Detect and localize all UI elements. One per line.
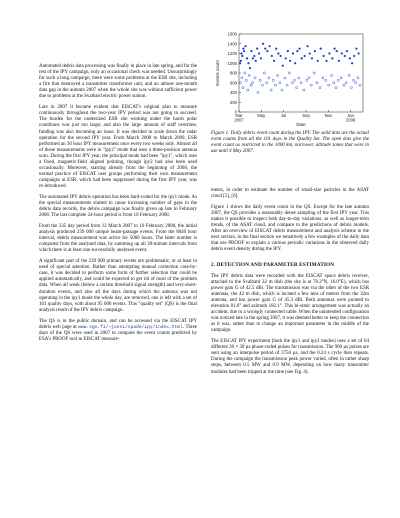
qs-event-point	[287, 50, 289, 52]
y-tick-label: 800	[230, 70, 237, 76]
altitude-zone-event-point	[303, 89, 305, 91]
qs-event-point	[298, 48, 300, 50]
altitude-zone-event-point	[308, 77, 310, 79]
altitude-zone-event-point	[350, 87, 352, 89]
caption-text: Daily debris event count during the IPY. The solid dots are the actual event counts from all the 101 days in the Quality Set. The open dots give the event count as restricted to the 1000 km, narrower, altitude zones that were in use until 4 May 2007.	[211, 131, 369, 155]
altitude-zone-event-point	[335, 87, 337, 89]
qs-event-point	[358, 52, 360, 54]
y-tick-label: 1200	[227, 51, 237, 56]
paragraph-with-link	[39, 319, 197, 343]
qs-event-point	[325, 60, 327, 62]
qs-event-point	[262, 43, 264, 45]
qs-event-point	[306, 45, 308, 47]
altitude-zone-event-point	[340, 77, 342, 79]
qs-event-point	[275, 48, 277, 50]
altitude-zone-event-point	[343, 84, 345, 86]
qs-event-point	[309, 52, 311, 54]
altitude-zone-event-point	[274, 84, 276, 86]
paragraph: Late in 2007 it became evident that EISCAT's original plan to measure continuously throughout the two-year IPY period was not going to succeed. The burden for the undersized ESR site working under the harsh polar conditions was just too large; and also the large amount of staff overtime, funding was also becoming an issue. It was decided to scale down the radar operation for the second IPY year. From March 2008 to March 2009, ESR performed an 30 hour IPY measurement once every two weeks only. Almost all of those measurements were in "ipy2" mode that uses a three-position antenna scan. During the first IPY year, the principal mode had been "ipy1", which uses a fixed, magnetic-field aligned pointing, though ipy2 had also been used occasionally. Moreover, starting already from the beginning of 2008, the normal practice of EISCAT user groups performing their own measurement campaigns at ESR, which had been suppressed during the first IPY year, was re-introduced.	[39, 105, 197, 190]
qs-event-point	[252, 57, 254, 59]
ipy-debris-web-link[interactable]: www.sgo.fi/~jussi/spade/ipy/index.html	[78, 324, 183, 330]
qs-event-point	[253, 55, 255, 57]
altitude-zone-event-point	[348, 74, 350, 76]
qs-event-point	[296, 50, 298, 52]
altitude-zone-event-point	[337, 79, 339, 81]
qs-event-point	[344, 55, 346, 57]
qs-event-point	[338, 60, 340, 62]
altitude-zone-event-point	[293, 79, 295, 81]
altitude-zone-event-point	[248, 74, 250, 76]
paragraph: ments, in order to estimate the number of small-size particles in the ASAT cloud [5], [6].	[211, 188, 369, 200]
altitude-zone-event-point	[310, 84, 312, 86]
altitude-zone-event-point	[345, 82, 347, 84]
qs-event-point	[285, 57, 287, 59]
y-tick-label: 1400	[227, 41, 237, 47]
qs-event-point	[243, 50, 245, 52]
altitude-zone-event-point	[286, 84, 288, 86]
qs-event-point	[336, 50, 338, 52]
section-heading: 2. DETECTION AND PARAMETER ESTIMATION	[211, 261, 335, 268]
qs-event-point	[247, 62, 249, 64]
qs-event-point	[256, 48, 258, 50]
altitude-zone-event-point	[239, 82, 241, 84]
paragraph: The automated IPY debris operation has been hard-coded for the ipy1 mode. As the special measurements started to cause increasing number of gaps in the debris data records, the debris campaign was finally given up late in February 2008. The last complete 24-hour period is from 10 February 2008.	[39, 195, 197, 219]
x-tick-label-year: 2008	[345, 117, 356, 123]
paragraph: Automated debris data processing was finally in place in late spring, and for the rest of the IPY campaign, only an occasional check was needed. Unsurprisingly for such a long campaign, there were some problems at the ESR site, including a fire that destroyed a transmitter transformer unit, and an almost one-month data gap in the autumn 2007 when the whole site was without sufficient power due to problems at the Svalbard electric power station.	[39, 64, 197, 100]
qs-event-point	[240, 52, 242, 54]
altitude-zone-event-point	[241, 77, 243, 79]
qs-event-point	[333, 48, 335, 50]
altitude-zone-event-point	[291, 82, 293, 84]
altitude-zone-event-point	[250, 84, 252, 86]
altitude-zone-event-point	[333, 82, 335, 84]
qs-event-point	[323, 55, 325, 57]
altitude-zone-event-point	[306, 79, 308, 81]
paragraph: Figure 1 shows the daily event count in the QS. Except for the late autumn 2007, the QS provides a reasonably dense sampling of the first IPY year. This makes it possible to inspect both day-to-day variations, as well as longer-term trends, of the ASAT cloud, and compare to the predictions of debris models. After an overview of EISCAT debris measurement and analysis scheme in the next section, in the final section we tentatively a few examples of the daily data that use PROOF to explain a various periodic variations in the observed daily debris event density during the IPY.	[211, 204, 369, 253]
paragraph: The IPY debris data were recorded with the EISCAT space debris receiver, attached to the Svalbard 32 m dish (the site is at 78.2°N, 16.0°E), which has power gain G of 42.5 dBi. The transmission was via the other of the two ESR antennas, the 42 m dish, which is located a few tens of meters from the 32m antenna, and has power gain G of 45.3 dBi. Both antennas were pointed to elevation 81.6° and azimuth 182.1°. This bi-static arrangement was actually an accident, due to a wrongly connected cable. When the unintended configuration was noticed late in the spring 2007, it was deemed better to keep the connection as it was, rather than to change an important parameter in the middle of the campaign.	[211, 273, 369, 334]
altitude-zone-event-point	[261, 84, 263, 86]
altitude-zone-event-point	[268, 77, 270, 79]
y-axis-label: Events count	[215, 60, 220, 86]
altitude-zone-event-point	[316, 82, 318, 84]
qs-event-point	[355, 48, 357, 50]
altitude-zone-event-point	[245, 79, 247, 81]
figure-label: Figure 1.	[211, 131, 230, 136]
qs-event-point	[255, 60, 257, 62]
qs-event-point	[314, 50, 316, 52]
qs-event-point	[279, 55, 281, 57]
qs-event-point	[244, 45, 246, 47]
qs-event-point	[282, 65, 284, 67]
right-column	[211, 188, 369, 380]
altitude-zone-event-point	[298, 77, 300, 79]
qs-event-point	[349, 57, 351, 59]
qs-event-point	[292, 52, 294, 54]
altitude-zone-event-point	[272, 79, 274, 81]
altitude-zone-event-point	[359, 84, 361, 86]
y-tick-label: 600	[230, 80, 237, 86]
altitude-zone-event-point	[357, 77, 359, 79]
qs-event-point	[277, 52, 279, 54]
y-tick-label: 1000	[227, 60, 237, 66]
qs-event-point	[242, 48, 244, 50]
qs-event-point	[271, 55, 273, 57]
qs-event-point	[269, 45, 271, 47]
qs-event-point	[311, 57, 313, 59]
altitude-zone-event-point	[313, 72, 315, 74]
altitude-zone-event-point	[254, 77, 256, 79]
altitude-zone-event-point	[296, 87, 298, 89]
left-column	[39, 64, 197, 348]
altitude-zone-event-point	[322, 77, 324, 79]
altitude-zone-event-point	[270, 89, 272, 91]
altitude-zone-event-point	[288, 72, 290, 74]
altitude-zone-event-point	[266, 82, 268, 84]
qs-event-point	[260, 57, 262, 59]
altitude-zone-event-point	[284, 77, 286, 79]
qs-event-point	[346, 50, 348, 52]
y-tick-label: 400	[230, 90, 237, 95]
altitude-zone-event-point	[300, 82, 302, 84]
altitude-zone-event-point	[279, 82, 281, 84]
altitude-zone-event-point	[325, 79, 327, 81]
altitude-zone-event-point	[331, 74, 333, 76]
altitude-zone-event-point	[352, 79, 354, 81]
qs-event-point	[264, 48, 266, 50]
qs-event-point	[331, 57, 333, 59]
qs-event-point	[250, 50, 252, 52]
altitude-zone-event-point	[277, 74, 279, 76]
altitude-zone-event-point	[257, 91, 259, 93]
x-tick-label-year: 2007	[234, 117, 244, 123]
y-tick-label: 1600	[227, 31, 237, 37]
qs-event-point	[246, 57, 248, 59]
qs-event-point	[289, 60, 291, 62]
y-tick-label: 200	[230, 99, 237, 105]
qs-event-point	[341, 52, 343, 54]
x-tick-label: May	[257, 113, 266, 118]
altitude-zone-event-point	[244, 72, 246, 74]
y-tick-label: 0	[234, 109, 237, 115]
qs-event-point	[304, 55, 306, 57]
altitude-zone-event-point	[259, 79, 261, 81]
x-tick-label: Mar	[235, 113, 243, 118]
x-tick-label: Jan	[347, 113, 354, 118]
x-tick-label: Sep	[302, 113, 310, 118]
qs-event-point	[258, 52, 260, 54]
paragraph: A significant part of the 239 000 primary events are problematic, or at least in need of special attention. Rather than attempting manual correction case-by-case, it was decided to perform some form of further selection that could be applied automatically, and could be expected to get rid of most of the problem data. When all weak (below a certain threshold signal strength) and very-short-duration events, and also all the days during which the antenna was not operating in the ipy1 mode the whole day, are removed, one is left with a set of 101 quality days, with about 95 000 events. This "quality set" (QS) is the final analysis result of the IPY debris campaign.	[39, 259, 197, 313]
x-tick-label: Jul	[280, 113, 287, 118]
figure-1	[213, 30, 368, 130]
paragraph: From the 335 day period from 12 March 2007 to 10 February 2008, the initial analysis produced 239 000 unique beam-passage events. From the 8040 hour interval, debris measurement was active for 5060 hours. The latter number is computed from the analysed data, by summing up all 30-minute intervals from which there is at least one successfully analysed event.	[39, 224, 197, 254]
x-axis-label: Date	[296, 122, 306, 127]
qs-event-point	[351, 62, 353, 64]
qs-event-point	[317, 60, 319, 62]
altitude-zone-event-point	[247, 89, 249, 91]
qs-event-point	[241, 55, 243, 57]
plot-frame	[239, 34, 363, 112]
altitude-zone-event-point	[281, 89, 283, 91]
event-count-chart	[213, 30, 368, 130]
qs-event-point	[249, 67, 251, 69]
paragraph: The EISCAT IPY experiment (both the ipy1 and ipy2 modes) uses a set of 64 different 30 × 30 µs phase-coded pulses for transmission. The 900 µs pulses are sent using an interpulse period of 3750 µs, and the 0.24 s cycle then repeats. During the campaign the transmission peak power varied, often in rather sharp steps, between 0.5 MW and 0.9 MW, depending on how many transmitter modules had been tripped at the time (see Fig. 4).	[211, 339, 369, 375]
qs-event-point	[328, 52, 330, 54]
qs-event-point	[273, 60, 275, 62]
qs-event-point	[294, 62, 296, 64]
figure-caption	[211, 131, 369, 155]
x-tick-label: Nov	[324, 113, 333, 118]
qs-event-point	[320, 48, 322, 50]
altitude-zone-event-point	[242, 87, 244, 89]
altitude-zone-event-point	[319, 87, 321, 89]
altitude-zone-event-point	[328, 84, 330, 86]
qs-event-point	[239, 62, 241, 64]
altitude-zone-event-point	[263, 72, 265, 74]
qs-event-point	[353, 55, 355, 57]
text-span: . Three days of the QS were used in 2007 to compare the event counts predicted by ESA's PROOF tool to EISCAT measure-	[39, 324, 197, 342]
altitude-zone-event-point	[355, 82, 357, 84]
altitude-zone-event-point	[251, 82, 253, 84]
text-span: The QS is in the public domain, and can be accessed via the EISCAT IPY debris web page at	[39, 318, 197, 330]
qs-event-point	[240, 60, 242, 62]
qs-event-point	[301, 57, 303, 59]
qs-event-point	[266, 50, 268, 52]
